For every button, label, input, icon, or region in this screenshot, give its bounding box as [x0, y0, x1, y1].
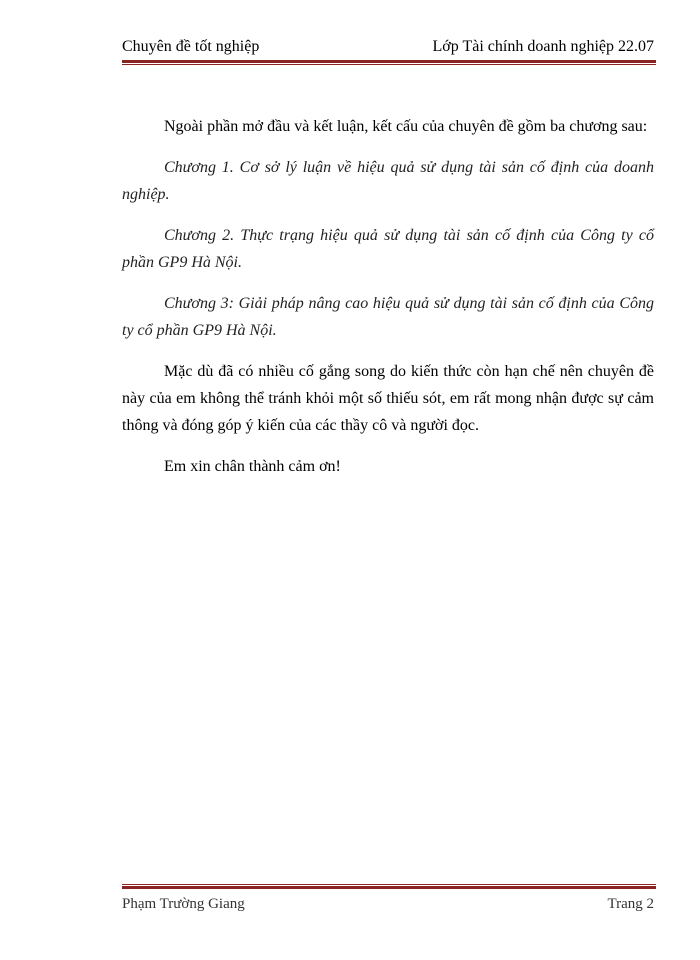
footer-page-number: Trang 2 [607, 896, 654, 912]
header-divider [122, 60, 656, 65]
footer-author: Phạm Trường Giang [122, 896, 245, 912]
chapter-1-paragraph: Chương 1. Cơ sở lý luận về hiệu quả sử dụng tài sản cố định của doanh nghiệp. [122, 159, 654, 203]
chapter-2-paragraph: Chương 2. Thực trạng hiệu quả sử dụng tài sản cố định của Công ty cổ phần GP9 Hà Nội. [122, 227, 654, 271]
document-body [122, 113, 654, 494]
closing-paragraph: Mặc dù đã có nhiều cố gắng song do kiến thức còn hạn chế nên chuyên đề này của em không thể tránh khỏi một số thiếu sót, em rất mong nhận được sự cảm thông và đóng góp ý kiến của các thầy cô và người đọc. [122, 363, 654, 434]
page-header [122, 38, 656, 60]
header-class-name: Lớp Tài chính doanh nghiệp 22.07 [432, 38, 654, 55]
footer-divider [122, 884, 656, 889]
chapter-3-paragraph: Chương 3: Giải pháp nâng cao hiệu quả sử dụng tài sản cố định của Công ty cổ phần GP9 Hà Nội. [122, 295, 654, 339]
thanks-paragraph: Em xin chân thành cảm ơn! [164, 458, 341, 475]
intro-paragraph: Ngoài phần mở đầu và kết luận, kết cấu của chuyên đề gồm ba chương sau: [164, 118, 648, 135]
header-document-type: Chuyên đề tốt nghiệp [122, 38, 260, 55]
